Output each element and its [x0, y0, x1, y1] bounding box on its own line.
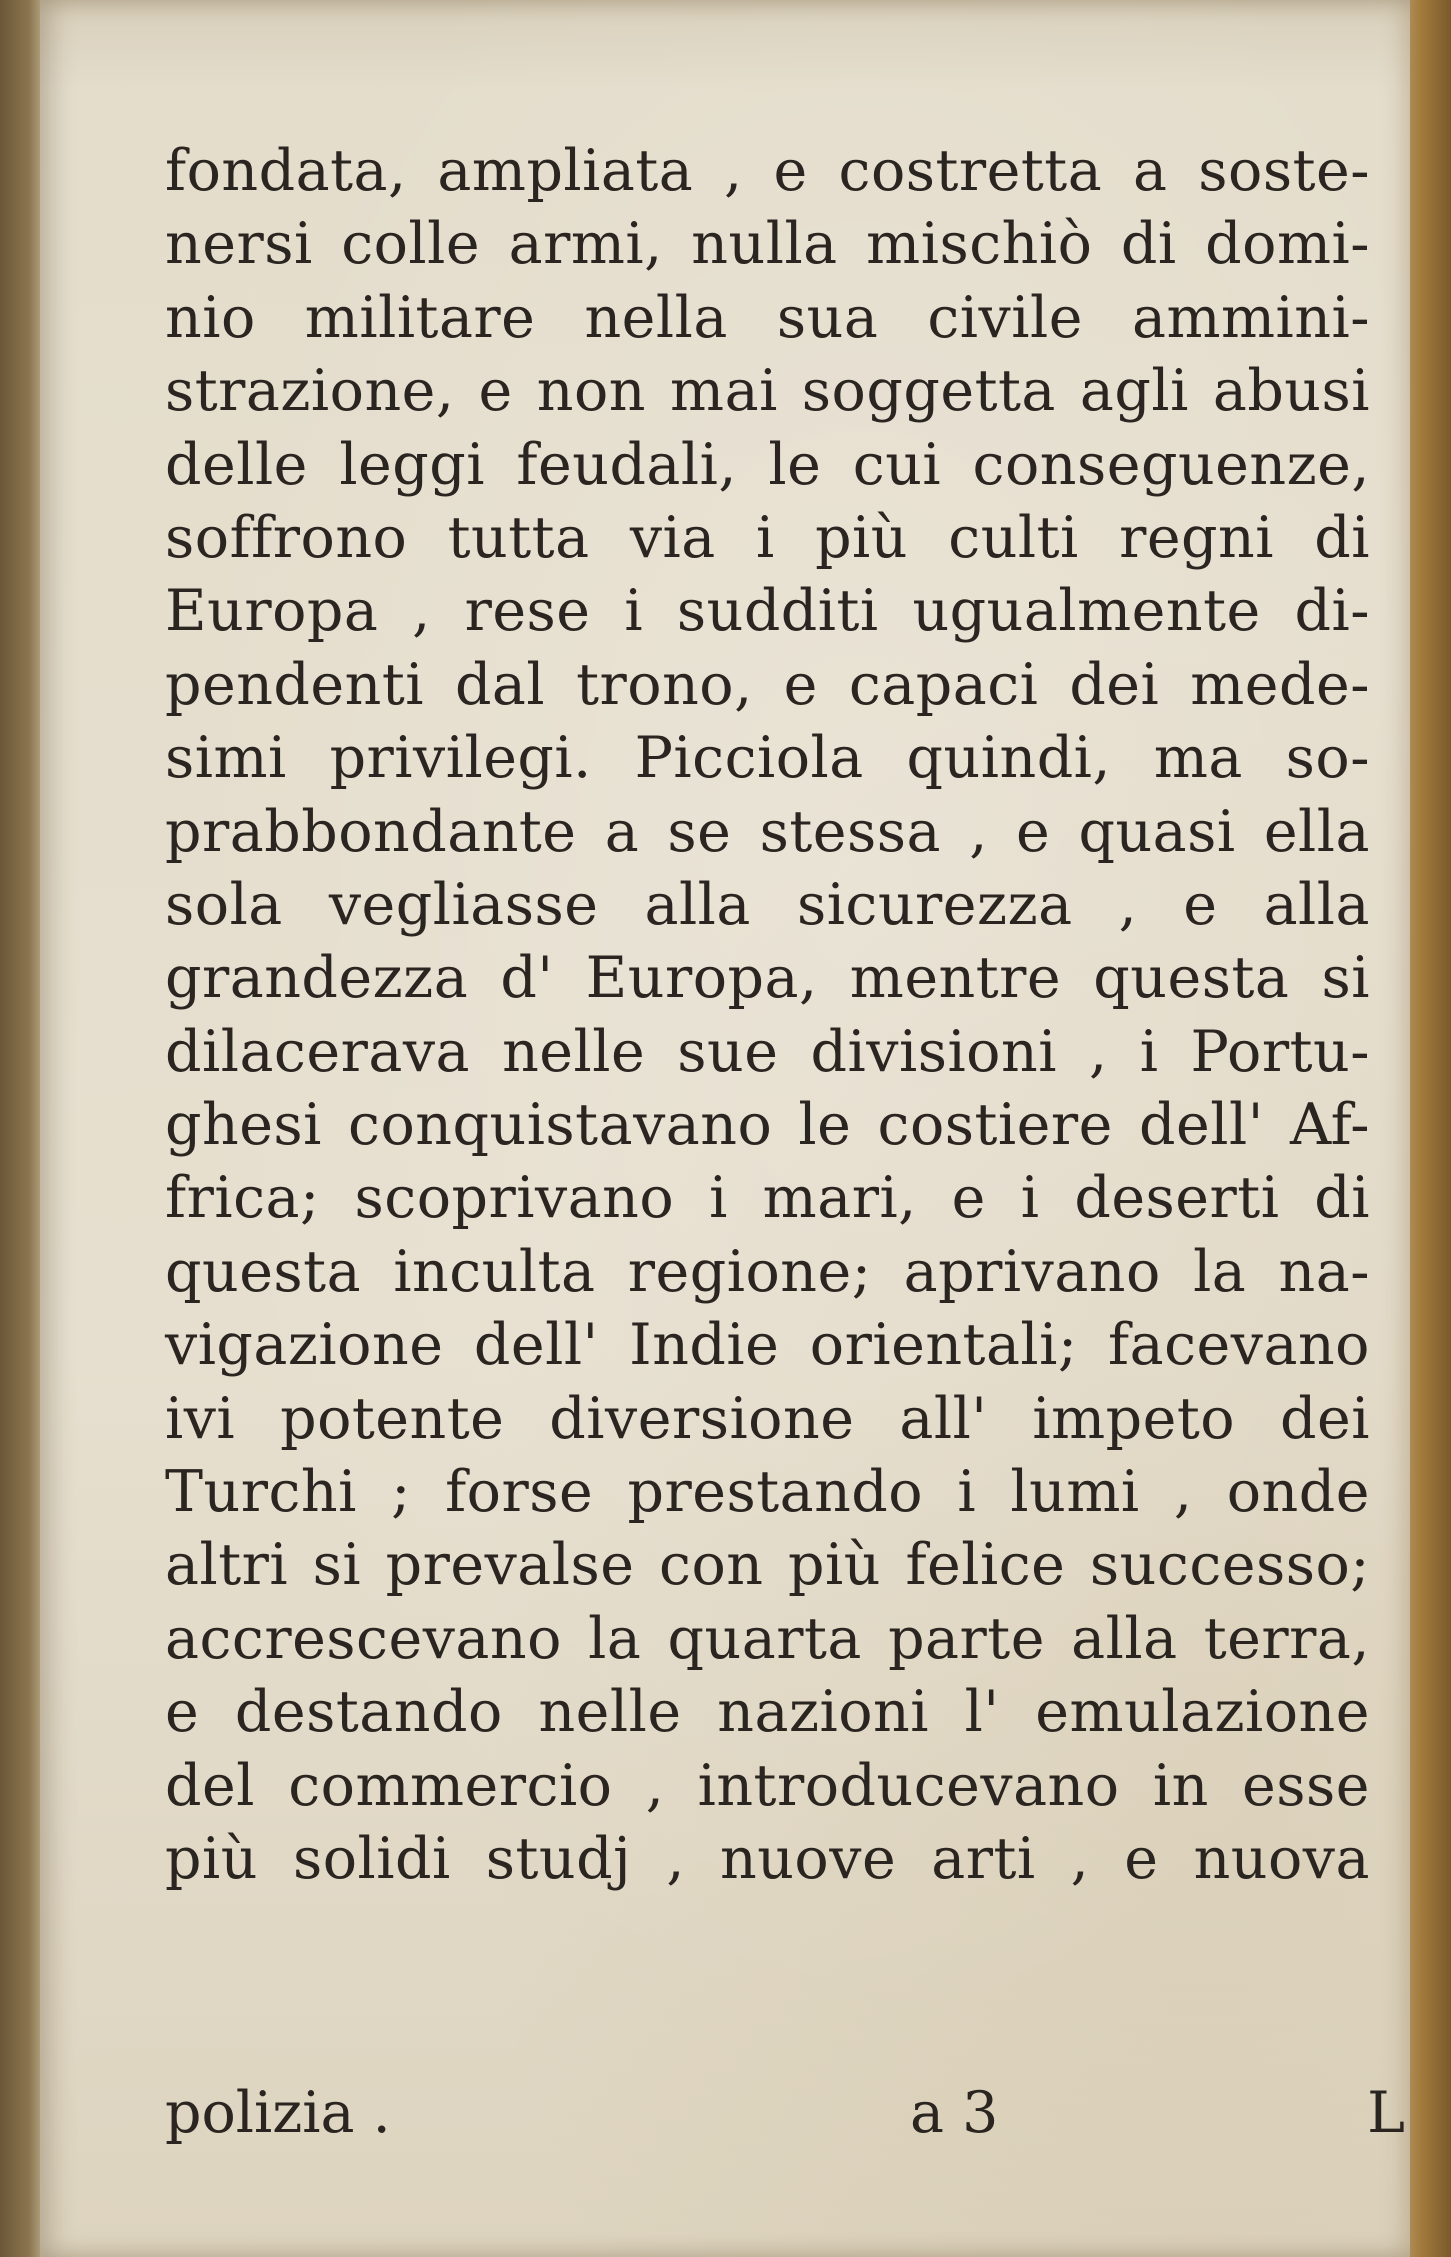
text-line: strazione, e non mai soggetta agli abusi — [165, 358, 1370, 425]
text-line: altri si prevalse con più felice successo; — [165, 1532, 1370, 1599]
text-line: Turchi ; forse prestando i lumi , onde — [165, 1459, 1370, 1526]
text-line: dilacerava nelle sue divisioni , i Portu- — [165, 1018, 1370, 1085]
text-line: nersi colle armi, nulla mischiò di domi- — [165, 211, 1370, 278]
text-line: più solidi studj , nuove arti , e nuova — [165, 1825, 1370, 1892]
text-line: ivi potente diversione all' impeto dei — [165, 1385, 1370, 1452]
text-line: prabbondante a se stessa , e quasi ella — [165, 798, 1370, 865]
final-text-line: polizia . — [165, 2080, 391, 2146]
text-line: pendenti dal trono, e capaci dei mede- — [165, 651, 1370, 718]
text-line: delle leggi feudali, le cui conseguenze, — [165, 431, 1370, 498]
text-line: fondata, ampliata , e costretta a soste- — [165, 138, 1370, 204]
text-line: sola vegliasse alla sicurezza , e alla — [165, 871, 1370, 938]
text-line: questa inculta regione; aprivano la na- — [165, 1238, 1370, 1305]
text-line: vigazione dell' Indie orientali; facevano — [165, 1312, 1370, 1379]
text-line: nio militare nella sua civile ammini- — [165, 284, 1370, 351]
text-line: grandezza d' Europa, mentre questa si — [165, 945, 1370, 1012]
signature-mark: a 3 — [910, 2080, 999, 2146]
text-line: del commercio , introducevano in esse — [165, 1752, 1370, 1819]
text-line: ghesi conquistavano le costiere dell' Af- — [165, 1092, 1370, 1159]
text-line: e destando nelle nazioni l' emulazione — [165, 1679, 1370, 1746]
page-footer — [165, 2077, 1405, 2150]
text-line: accrescevano la quarta parte alla terra, — [165, 1605, 1370, 1672]
text-line: simi privilegi. Picciola quindi, ma so- — [165, 725, 1370, 792]
book-page — [40, 0, 1410, 2257]
catchword: L — [1367, 2080, 1405, 2146]
text-line: Europa , rese i sudditi ugualmente di- — [165, 578, 1370, 645]
page-body-text — [165, 135, 1370, 1896]
text-line: soffrono tutta via i più culti regni di — [165, 504, 1370, 571]
text-line: frica; scoprivano i mari, e i deserti di — [165, 1165, 1370, 1232]
